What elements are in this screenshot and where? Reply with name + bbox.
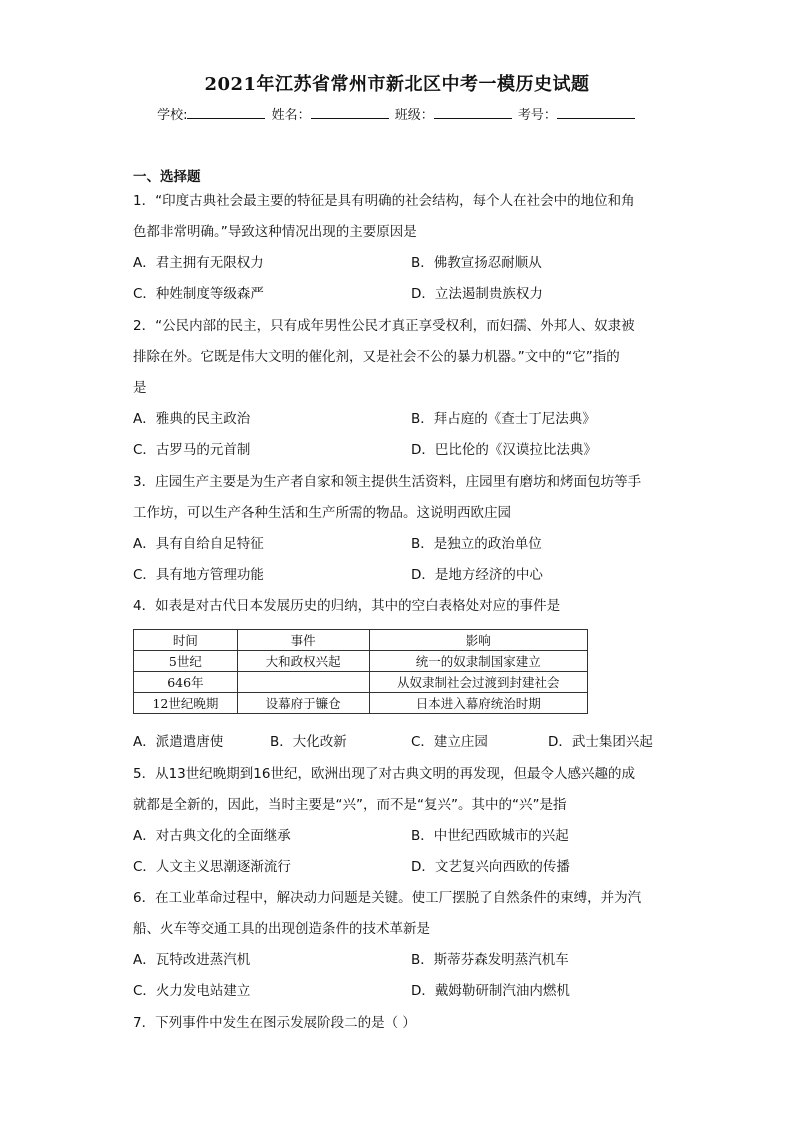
question-1-option-b: B．佛教宣扬忍耐顺从 (411, 255, 542, 271)
japan-history-table (133, 629, 588, 714)
table-header-impact: 影响 (369, 630, 588, 651)
question-4-option-a: A．派遣遣唐使 (133, 734, 224, 750)
question-1-line-2: 色都非常明确。”导致这种情况出现的主要原因是 (133, 224, 417, 240)
question-6-option-c: C．火力发电站建立 (133, 983, 251, 999)
name-blank (311, 106, 389, 119)
question-5-option-d: D．文艺复兴向西欧的传播 (411, 859, 570, 875)
table-cell: 从奴隶制社会过渡到封建社会 (369, 672, 588, 693)
question-4-option-c: C．建立庄园 (411, 734, 488, 750)
question-6-option-b: B．斯蒂芬森发明蒸汽机车 (411, 952, 569, 968)
question-6-option-a: A．瓦特改进蒸汽机 (133, 952, 251, 968)
question-4-option-b: B．大化改新 (270, 734, 347, 750)
question-1-option-a: A．君主拥有无限权力 (133, 255, 264, 271)
table-cell: 日本进入幕府统治时期 (369, 693, 588, 714)
question-2-line-1: 2．“公民内部的民主，只有成年男性公民才真正享受权利，而妇孺、外邦人、奴隶被 (133, 318, 635, 334)
question-4-line-1: 4．如表是对古代日本发展历史的归纳，其中的空白表格处对应的事件是 (133, 598, 561, 614)
question-6-line-2: 船、火车等交通工具的出现创造条件的技术革新是 (133, 921, 430, 937)
question-1-line-1: 1．“印度古典社会最主要的特征是具有明确的社会结构，每个人在社会中的地位和角 (133, 193, 635, 209)
question-7-line-1: 7．下列事件中发生在图示发展阶段二的是（ ） (133, 1015, 416, 1031)
table-row (134, 693, 588, 714)
question-5-option-c: C．人文主义思潮逐渐流行 (133, 859, 291, 875)
question-2-option-b: B．拜占庭的《查士丁尼法典》 (411, 411, 596, 427)
table-header-event: 事件 (237, 630, 369, 651)
table-cell: 646年 (134, 672, 238, 693)
question-5-option-a: A．对古典文化的全面继承 (133, 828, 291, 844)
question-2-option-a: A．雅典的民主政治 (133, 411, 251, 427)
table-cell: 大和政权兴起 (237, 651, 369, 672)
table-cell: 12世纪晚期 (134, 693, 238, 714)
table-cell: 统一的奴隶制国家建立 (369, 651, 588, 672)
question-4-option-d: D．武士集团兴起 (548, 734, 653, 750)
table-cell: 设幕府于镰仓 (237, 693, 369, 714)
table-header-row (134, 630, 588, 651)
question-1-option-c: C．种姓制度等级森严 (133, 286, 264, 302)
question-5-line-2: 就都是全新的，因此，当时主要是“兴”，而不是“复兴”。其中的“兴”是指 (133, 797, 567, 813)
question-6-line-1: 6．在工业革命过程中，解决动力问题是关键。使工厂摆脱了自然条件的束缚，并为汽 (133, 890, 642, 906)
name-label: 姓名： (271, 108, 311, 123)
exam-title: 2021年江苏省常州市新北区中考一模历史试题 (204, 74, 590, 95)
exam-number-label: 考号： (517, 108, 557, 123)
question-1-option-d: D．立法遏制贵族权力 (411, 286, 543, 302)
table-cell: 5世纪 (134, 651, 238, 672)
class-label: 班级： (394, 108, 434, 123)
class-blank (434, 106, 512, 119)
question-5-line-1: 5．从13世纪晚期到16世纪，欧洲出现了对古典文明的再发现，但最令人感兴趣的成 (133, 766, 635, 782)
school-blank (187, 106, 265, 119)
question-2-line-3: 是 (133, 380, 147, 396)
question-2-option-d: D．巴比伦的《汉谟拉比法典》 (411, 442, 597, 458)
question-3-option-b: B．是独立的政治单位 (411, 536, 542, 552)
question-3-option-c: C．具有地方管理功能 (133, 567, 264, 583)
question-2-option-c: C．古罗马的元首制 (133, 442, 251, 458)
question-3-option-d: D．是地方经济的中心 (411, 567, 543, 583)
section-title: 一、选择题 (133, 169, 201, 185)
question-2-line-2: 排除在外。它既是伟大文明的催化剂，又是社会不公的暴力机器。”文中的“它”指的 (133, 349, 620, 365)
table-cell-blank (237, 672, 369, 693)
question-3-line-2: 工作坊，可以生产各种生活和生产所需的物品。这说明西欧庄园 (133, 505, 511, 521)
student-info-line (0, 104, 794, 123)
question-6-option-d: D．戴姆勒研制汽油内燃机 (411, 983, 570, 999)
question-3-option-a: A．具有自给自足特征 (133, 536, 264, 552)
question-5-option-b: B．中世纪西欧城市的兴起 (411, 828, 569, 844)
table-row (134, 672, 588, 693)
question-3-line-1: 3．庄园生产主要是为生产者自家和领主提供生活资料，庄园里有磨坊和烤面包坊等手 (133, 474, 642, 490)
school-label: 学校: (157, 108, 188, 123)
table-row (134, 651, 588, 672)
table-header-time: 时间 (134, 630, 238, 651)
exam-number-blank (557, 106, 635, 119)
